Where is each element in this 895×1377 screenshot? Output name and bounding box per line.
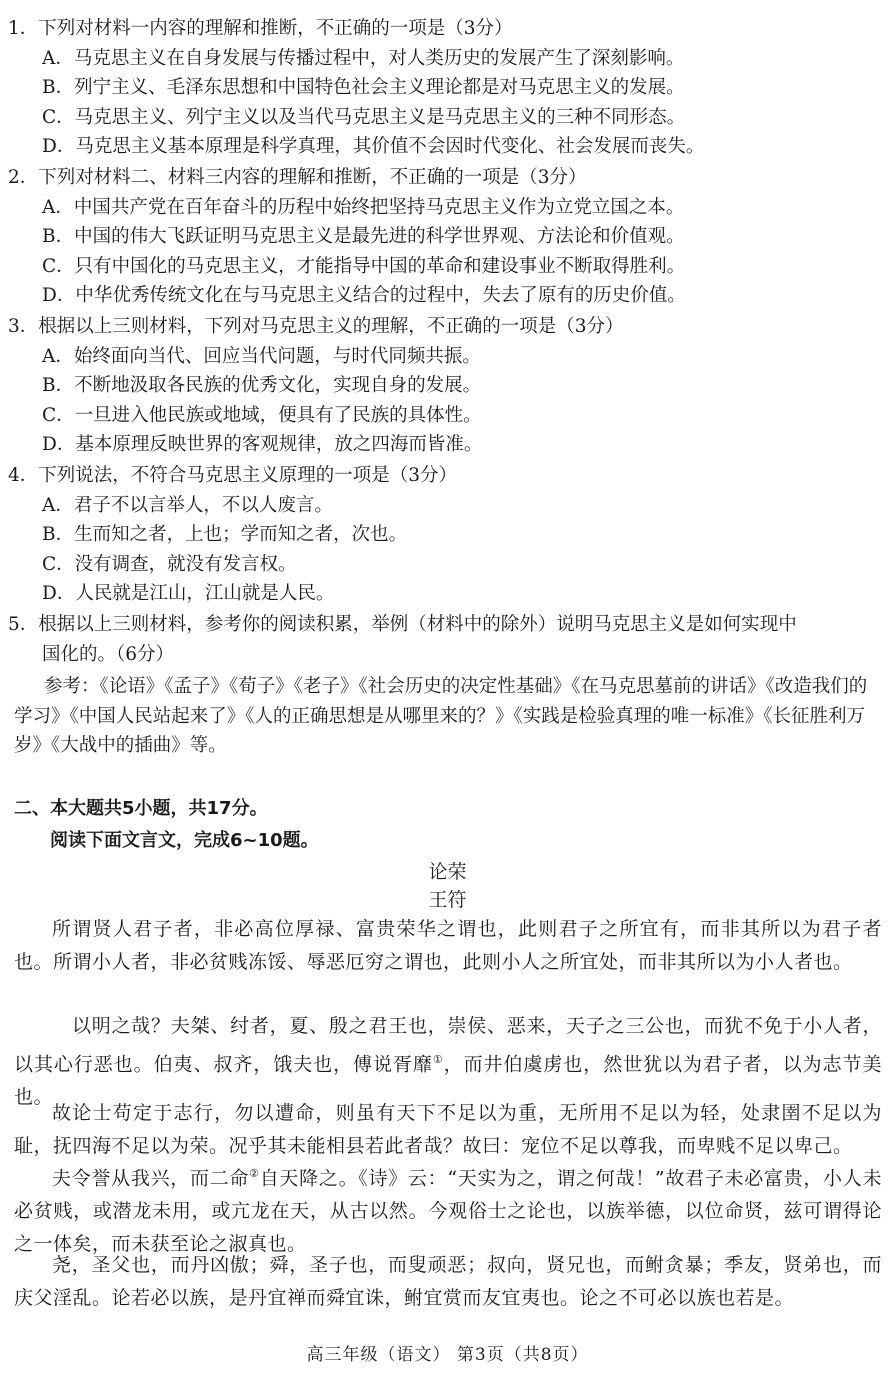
paragraph-text: 自天降之。《诗》云：“天实为之，谓之何哉！”故君子未必富贵，小人未必贫贱，或潜龙未用，或亢龙在天，从古以然。今观俗士之论也，以族举德，以位命贤，兹可谓得论之一体矣，而未获至论之淑真也。 [14, 1167, 882, 1256]
option-b: B．不断地汲取各民族的优秀文化，实现自身的发展。 [42, 375, 482, 397]
question-3 [8, 312, 888, 460]
option-b: B．中国的伟大飞跃证明马克思主义是最先进的科学世界观、方法论和价值观。 [42, 226, 685, 248]
option-b: B．列宁主义、毛泽东思想和中国特色社会主义理论都是对马克思主义的发展。 [42, 77, 685, 99]
passage-paragraph-4 [14, 1157, 882, 1261]
reference-reading-list: 参考：《论语》《孟子》《荀子》《老子》《社会历史的决定性基础》《在马克思墓前的讲话》《改造我们的学习》《中国人民站起来了》《人的正确思想是从哪里来的？》《实践是检验真理的唯一标准》《长征胜利万岁》《大战中的插曲》等。 [14, 676, 868, 757]
option-a: A．马克思主义在自身发展与传播过程中，对人类历史的发展产生了深刻影响。 [42, 47, 685, 69]
paragraph-text: 夫令誉从我兴，而二命 [52, 1167, 250, 1190]
passage-author: 王符 [428, 889, 467, 911]
option-a: A．中国共产党在百年奋斗的历程中始终把坚持马克思主义作为立党立国之本。 [42, 196, 685, 218]
option-b: B．生而知之者，上也；学而知之者，次也。 [42, 524, 408, 546]
option-a: A．君子不以言举人，不以人废言。 [42, 494, 333, 516]
option-d: D．人民就是江山，江山就是人民。 [42, 583, 335, 605]
passage-title: 论荣 [428, 861, 467, 883]
option-a: A．始终面向当代、回应当代问题，与时代同频共振。 [42, 345, 481, 367]
question-2 [8, 163, 888, 311]
option-c: C．只有中国化的马克思主义，才能指导中国的革命和建设事业不断取得胜利。 [42, 255, 686, 277]
option-c: C．马克思主义、列宁主义以及当代马克思主义是马克思主义的三种不同形态。 [42, 106, 686, 128]
option-d: D．马克思主义基本原理是科学真理，其价值不会因时代变化、社会发展而丧失。 [42, 136, 705, 158]
section-heading: 二、本大题共5小题，共17分。 [14, 798, 268, 819]
page-footer: 高三年级（语文） 第3页（共8页） [306, 1345, 589, 1365]
footnote-marker: ② [249, 1167, 260, 1180]
question-stem-cont: 国化的。（6分） [42, 643, 175, 665]
question-stem: 1．下列对材料一内容的理解和推断，不正确的一项是（3分） [8, 18, 513, 39]
paragraph-text: ，而井伯虞虏也，然世犹以为君子者，以为志节美也。 [14, 1053, 882, 1109]
passage-paragraph-3: 故论士苟定于志行，勿以遭命，则虽有天下不足以为重，无所用不足以为轻，处隶圉不足以为耻，抚四海不足以为荣。况乎其未能相县若此者哉？故曰：宠位不足以尊我，而卑贱不足以卑己。 [14, 1102, 882, 1157]
question-stem: 2．下列对材料二、材料三内容的理解和推断，不正确的一项是（3分） [8, 167, 587, 188]
passage-paragraph-1: 所谓贤人君子者，非必高位厚禄、富贵荣华之谓也，此则君子之所宜有，而非其所以为君子者也。所谓小人者，非必贫贱冻馁、辱恶厄穷之谓也，此则小人之所宜处，而非其所以为小人者也。 [14, 918, 882, 973]
question-stem: 3．根据以上三则材料，下列对马克思主义的理解，不正确的一项是（3分） [8, 316, 624, 337]
question-stem: 5．根据以上三则材料，参考你的阅读积累，举例（材料中的除外）说明马克思主义是如何实现中 [8, 614, 797, 635]
footnote-marker: ① [432, 1053, 444, 1066]
option-c: C．没有调查，就没有发言权。 [42, 553, 297, 575]
question-4 [8, 461, 888, 609]
paragraph-text: 以明之哉？夫桀、纣者，夏、殷之君王也，崇侯、恶来，天子之三公也，而犹不免于小人者，以其心行恶也。伯夷、叔齐，饿夫也，傅说胥靡 [14, 1015, 882, 1076]
section-instruction: 阅读下面文言文，完成6~10题。 [50, 830, 319, 851]
option-d: D．中华优秀传统文化在与马克思主义结合的过程中，失去了原有的历史价值。 [42, 285, 686, 307]
passage-paragraph-5: 尧，圣父也，而丹凶傲；舜，圣子也，而叟顽恶；叔向，贤兄也，而鲋贪暴；季友，贤弟也，而庆父淫乱。论若必以族，是丹宜禅而舜宜诛，鲋宜赏而友宜夷也。论之不可必以族也若是。 [14, 1254, 882, 1309]
question-1 [8, 14, 888, 162]
option-d: D．基本原理反映世界的客观规律，放之四海而皆准。 [42, 434, 483, 456]
question-stem: 4．下列说法，不符合马克思主义原理的一项是（3分） [8, 465, 458, 486]
option-c: C．一旦进入他民族或地域，便具有了民族的具体性。 [42, 404, 482, 426]
question-5 [8, 610, 888, 669]
